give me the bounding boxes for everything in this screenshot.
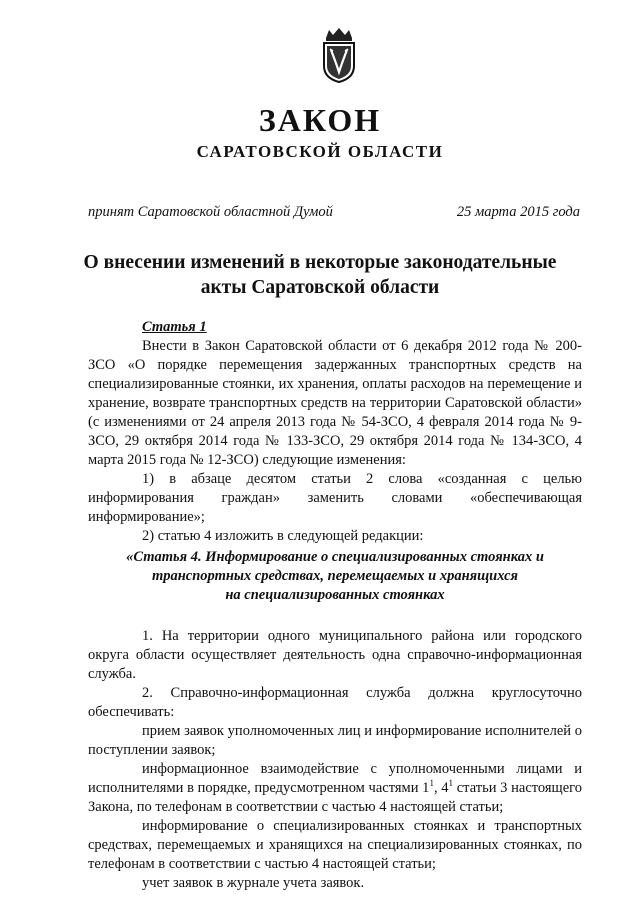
superscript: 1: [429, 778, 434, 789]
item-2-text-c: статьи 3 настоящего Закона, по телефонам в соответствии с частью 4 настоящей статьи;: [88, 780, 582, 815]
adopted-by: принят Саратовской областной Думой: [88, 204, 333, 220]
adoption-date: 25 марта 2015 года: [456, 204, 580, 220]
article-1-paragraph-1: Внести в Закон Саратовской области от 6 декабря 2012 года № 200-ЗСО «О порядке перемещения задержанных транспортных средств на специализированные стоянки, их хранения, оплаты расходов на перемещение и хранение, возврате транспортных средств на территории Саратовской области» (с изменениями от 24 апреля 2013 года № 54-ЗСО, 4 февраля 2014 года № 9-ЗСО, 29 октября 2014 года № 133-ЗСО, 29 октября 2014 года № 134-ЗСО, 4 марта 2015 года № 12-ЗСО) следующие изменения:: [88, 338, 582, 468]
law-heading: [0, 250, 640, 300]
law-heading-line2: акты Саратовской области: [200, 277, 440, 298]
article-4-part-1: 1. На территории одного муниципального района или городского округа области осуществляет деятельность одна справочно-информационная служба.: [88, 628, 582, 682]
article-4-title-line1: «Статья 4. Информирование о специализированных стоянках и: [126, 549, 544, 565]
law-heading-line1: О внесении изменений в некоторые законодательные: [83, 252, 557, 273]
superscript: 1: [448, 778, 454, 789]
article-1-paragraph-2: 1) в абзаце десятом статьи 2 слова «созданная с целью информирования граждан» заменить словами «обеспечивающая информирование»;: [88, 471, 582, 525]
article-4-item-3: информирование о специализированных стоянках и транспортных средствах, перемещаемых и хранящихся на специализированных стоянках, по телефонам в соответствии с частью 4 настоящей статьи;: [88, 818, 582, 872]
article-4-title: [88, 548, 582, 605]
item-2-text-b: , 4: [433, 780, 449, 796]
article-4-title-line2: транспортных средствах, перемещаемых и хранящихся: [151, 568, 519, 584]
article-4-item-1: прием заявок уполномоченных лиц и информирование исполнителей о поступлении заявок;: [88, 723, 582, 758]
law-title: ЗАКОН: [258, 102, 382, 138]
article-4-item-4: учет заявок в журнале учета заявок.: [142, 875, 365, 891]
article-1-paragraph-3: 2) статью 4 изложить в следующей редакции:: [142, 528, 424, 544]
article-4-item-2: [88, 760, 582, 817]
article-4-part-2: 2. Справочно-информационная служба должна круглосуточно обеспечивать:: [88, 685, 582, 720]
region-name: САРАТОВСКОЙ ОБЛАСТИ: [196, 142, 444, 161]
article-1-label: Статья 1: [142, 319, 207, 335]
item-2-text-a: информационное взаимодействие с уполномоченными лицами и исполнителями в порядке, предусмотренном частями 1: [88, 761, 582, 796]
article-4-title-line3: на специализированных стоянках: [225, 587, 445, 603]
saratov-coat-of-arms-icon: [318, 26, 360, 84]
law-body: [88, 318, 582, 893]
